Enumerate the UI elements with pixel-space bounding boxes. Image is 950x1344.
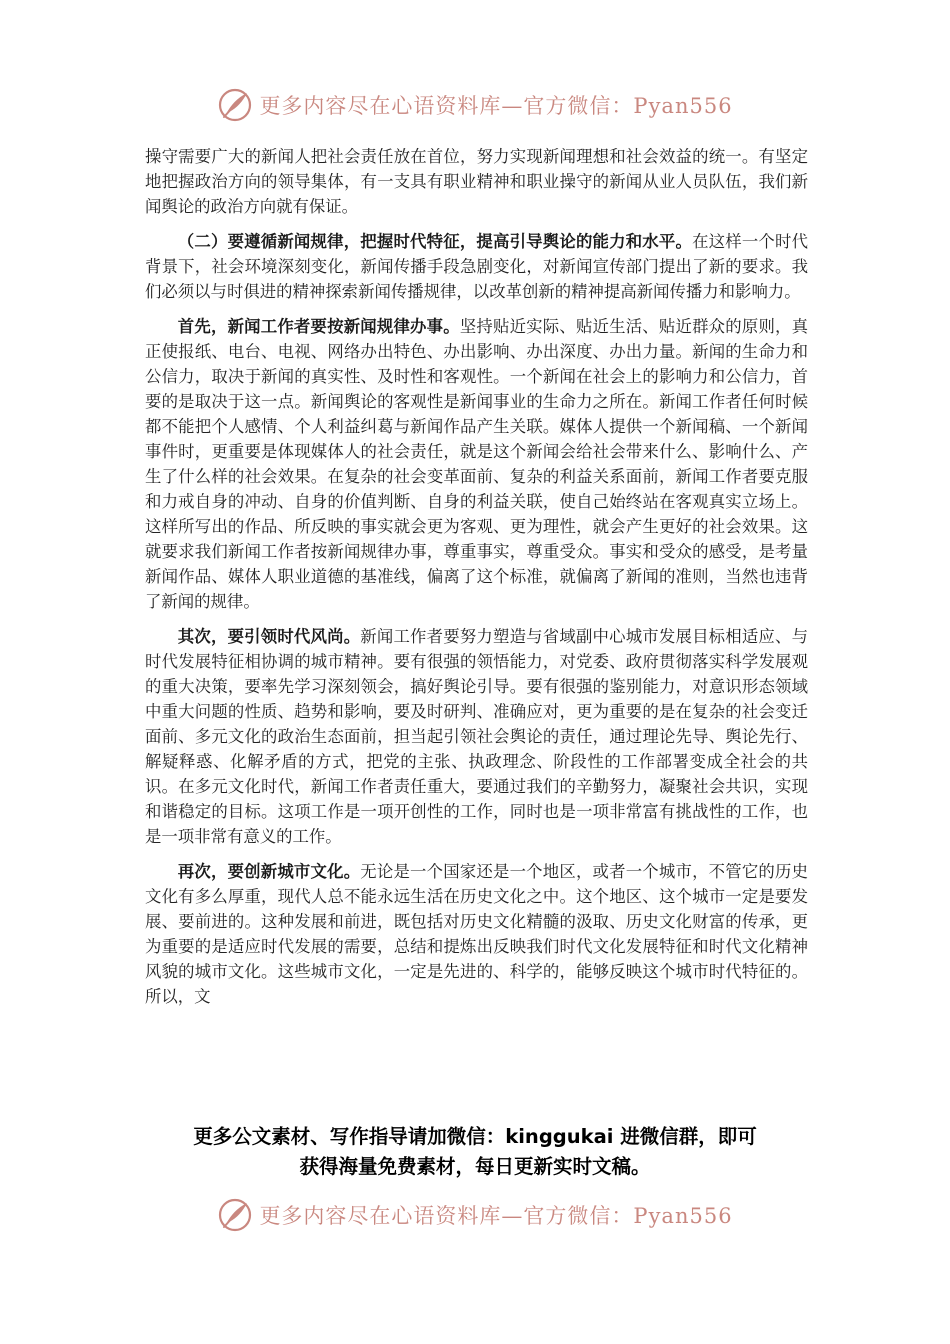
paragraph-heading: 首先，新闻工作者要按新闻规律办事。: [177, 317, 460, 336]
footer-watermark: [0, 1190, 950, 1240]
paragraph-text: 新闻工作者要努力塑造与省域副中心城市发展目标相适应、与时代发展特征相协调的城市精神。要有很强的领悟能力，对党委、政府贯彻落实科学发展观的重大决策，要率先学习深刻领会，搞好舆论引导。要有很强的鉴别能力，对意识形态领域中重大问题的性质、趋势和影响，要及时研判、准确应对，更为重要的是在复杂的社会变迁面前、多元文化的政治生态面前，担当起引领社会舆论的责任，通过理论先导、舆论先行、解疑释惑、化解矛盾的方式，把党的主张、执政理念、阶段性的工作部署变成全社会的共识。在多元文化时代，新闻工作者责任重大，要通过我们的辛勤努力，凝聚社会共识，实现和谐稳定的目标。这项工作是一项开创性的工作，同时也是一项非常富有挑战性的工作，也是一项非常有意义的工作。: [145, 627, 808, 846]
promo-line-1: 更多公文素材、写作指导请加微信：kinggukai 进微信群，即可: [193, 1125, 757, 1148]
paragraph-heading: 其次，要引领时代风尚。: [177, 627, 361, 646]
watermark-text: 更多内容尽在心语资料库—官方微信：Pyan556: [259, 94, 733, 118]
paragraph-text: 坚持贴近实际、贴近生活、贴近群众的原则，真正使报纸、电台、电视、网络办出特色、办出影响、办出深度、办出力量。新闻的生命力和公信力，取决于新闻的真实性、及时性和客观性。一个新闻在社会上的影响力和公信力，首要的是取决于这一点。新闻舆论的客观性是新闻事业的生命力之所在。新闻工作者任何时候都不能把个人感情、个人利益纠葛与新闻作品产生关联。媒体人提供一个新闻稿、一个新闻事件时，更重要是体现媒体人的社会责任，就是这个新闻会给社会带来什么、影响什么、产生了什么样的社会效果。在复杂的社会变革面前、复杂的利益关系面前，新闻工作者要克服和力戒自身的冲动、自身的价值判断、自身的利益关联，使自己始终站在客观真实立场上。这样所写出的作品、所反映的事实就会更为客观、更为理性，就会产生更好的社会效果。这就要求我们新闻工作者按新闻规律办事，尊重事实，尊重受众。事实和受众的感受，是考量新闻作品、媒体人职业道德的基准线，偏离了这个标准，就偏离了新闻的准则，当然也违背了新闻的规律。: [145, 317, 809, 611]
paragraph-text: 操守需要广大的新闻人把社会责任放在首位，努力实现新闻理想和社会效益的统一。有坚定地把握政治方向的领导集体，有一支具有职业精神和职业操守的新闻从业人员队伍，我们新闻舆论的政治方向就有保证。: [145, 147, 808, 216]
feather-quill-icon: [217, 87, 253, 123]
promo-line-2: 获得海量免费素材，每日更新实时文稿。: [299, 1155, 651, 1178]
paragraph-heading: （二）要遵循新闻规律，把握时代特征，提高引导舆论的能力和水平。: [177, 232, 693, 251]
watermark-text: 更多内容尽在心语资料库—官方微信：Pyan556: [259, 1204, 733, 1228]
paragraph: [145, 314, 808, 614]
paragraph: [145, 229, 808, 304]
paragraph: [145, 144, 808, 219]
paragraph-heading: 再次，要创新城市文化。: [177, 862, 361, 881]
paragraph: [145, 624, 808, 849]
paragraph: [145, 859, 808, 1009]
paragraph-text: 在这样一个时代背景下，社会环境深刻变化，新闻传播手段急剧变化，对新闻宣传部门提出了新的要求。我们必须以与时俱进的精神探索新闻传播规律，以改革创新的精神提高新闻传播力和影响力。: [145, 232, 809, 301]
paragraph-text: 无论是一个国家还是一个地区，或者一个城市，不管它的历史文化有多么厚重，现代人总不能永远生活在历史文化之中。这个地区、这个城市一定是要发展、要前进的。这种发展和前进，既包括对历史文化精髓的汲取、历史文化财富的传承，更为重要的是适应时代发展的需要，总结和提炼出反映我们时代文化发展特征和时代文化精神风貌的城市文化。这些城市文化，一定是先进的、科学的，能够反映这个城市时代特征的。所以，文: [145, 862, 808, 1006]
promo-banner: [120, 1122, 830, 1182]
header-watermark: [0, 80, 950, 130]
feather-quill-icon: [217, 1197, 253, 1233]
article-body: [145, 144, 808, 1019]
